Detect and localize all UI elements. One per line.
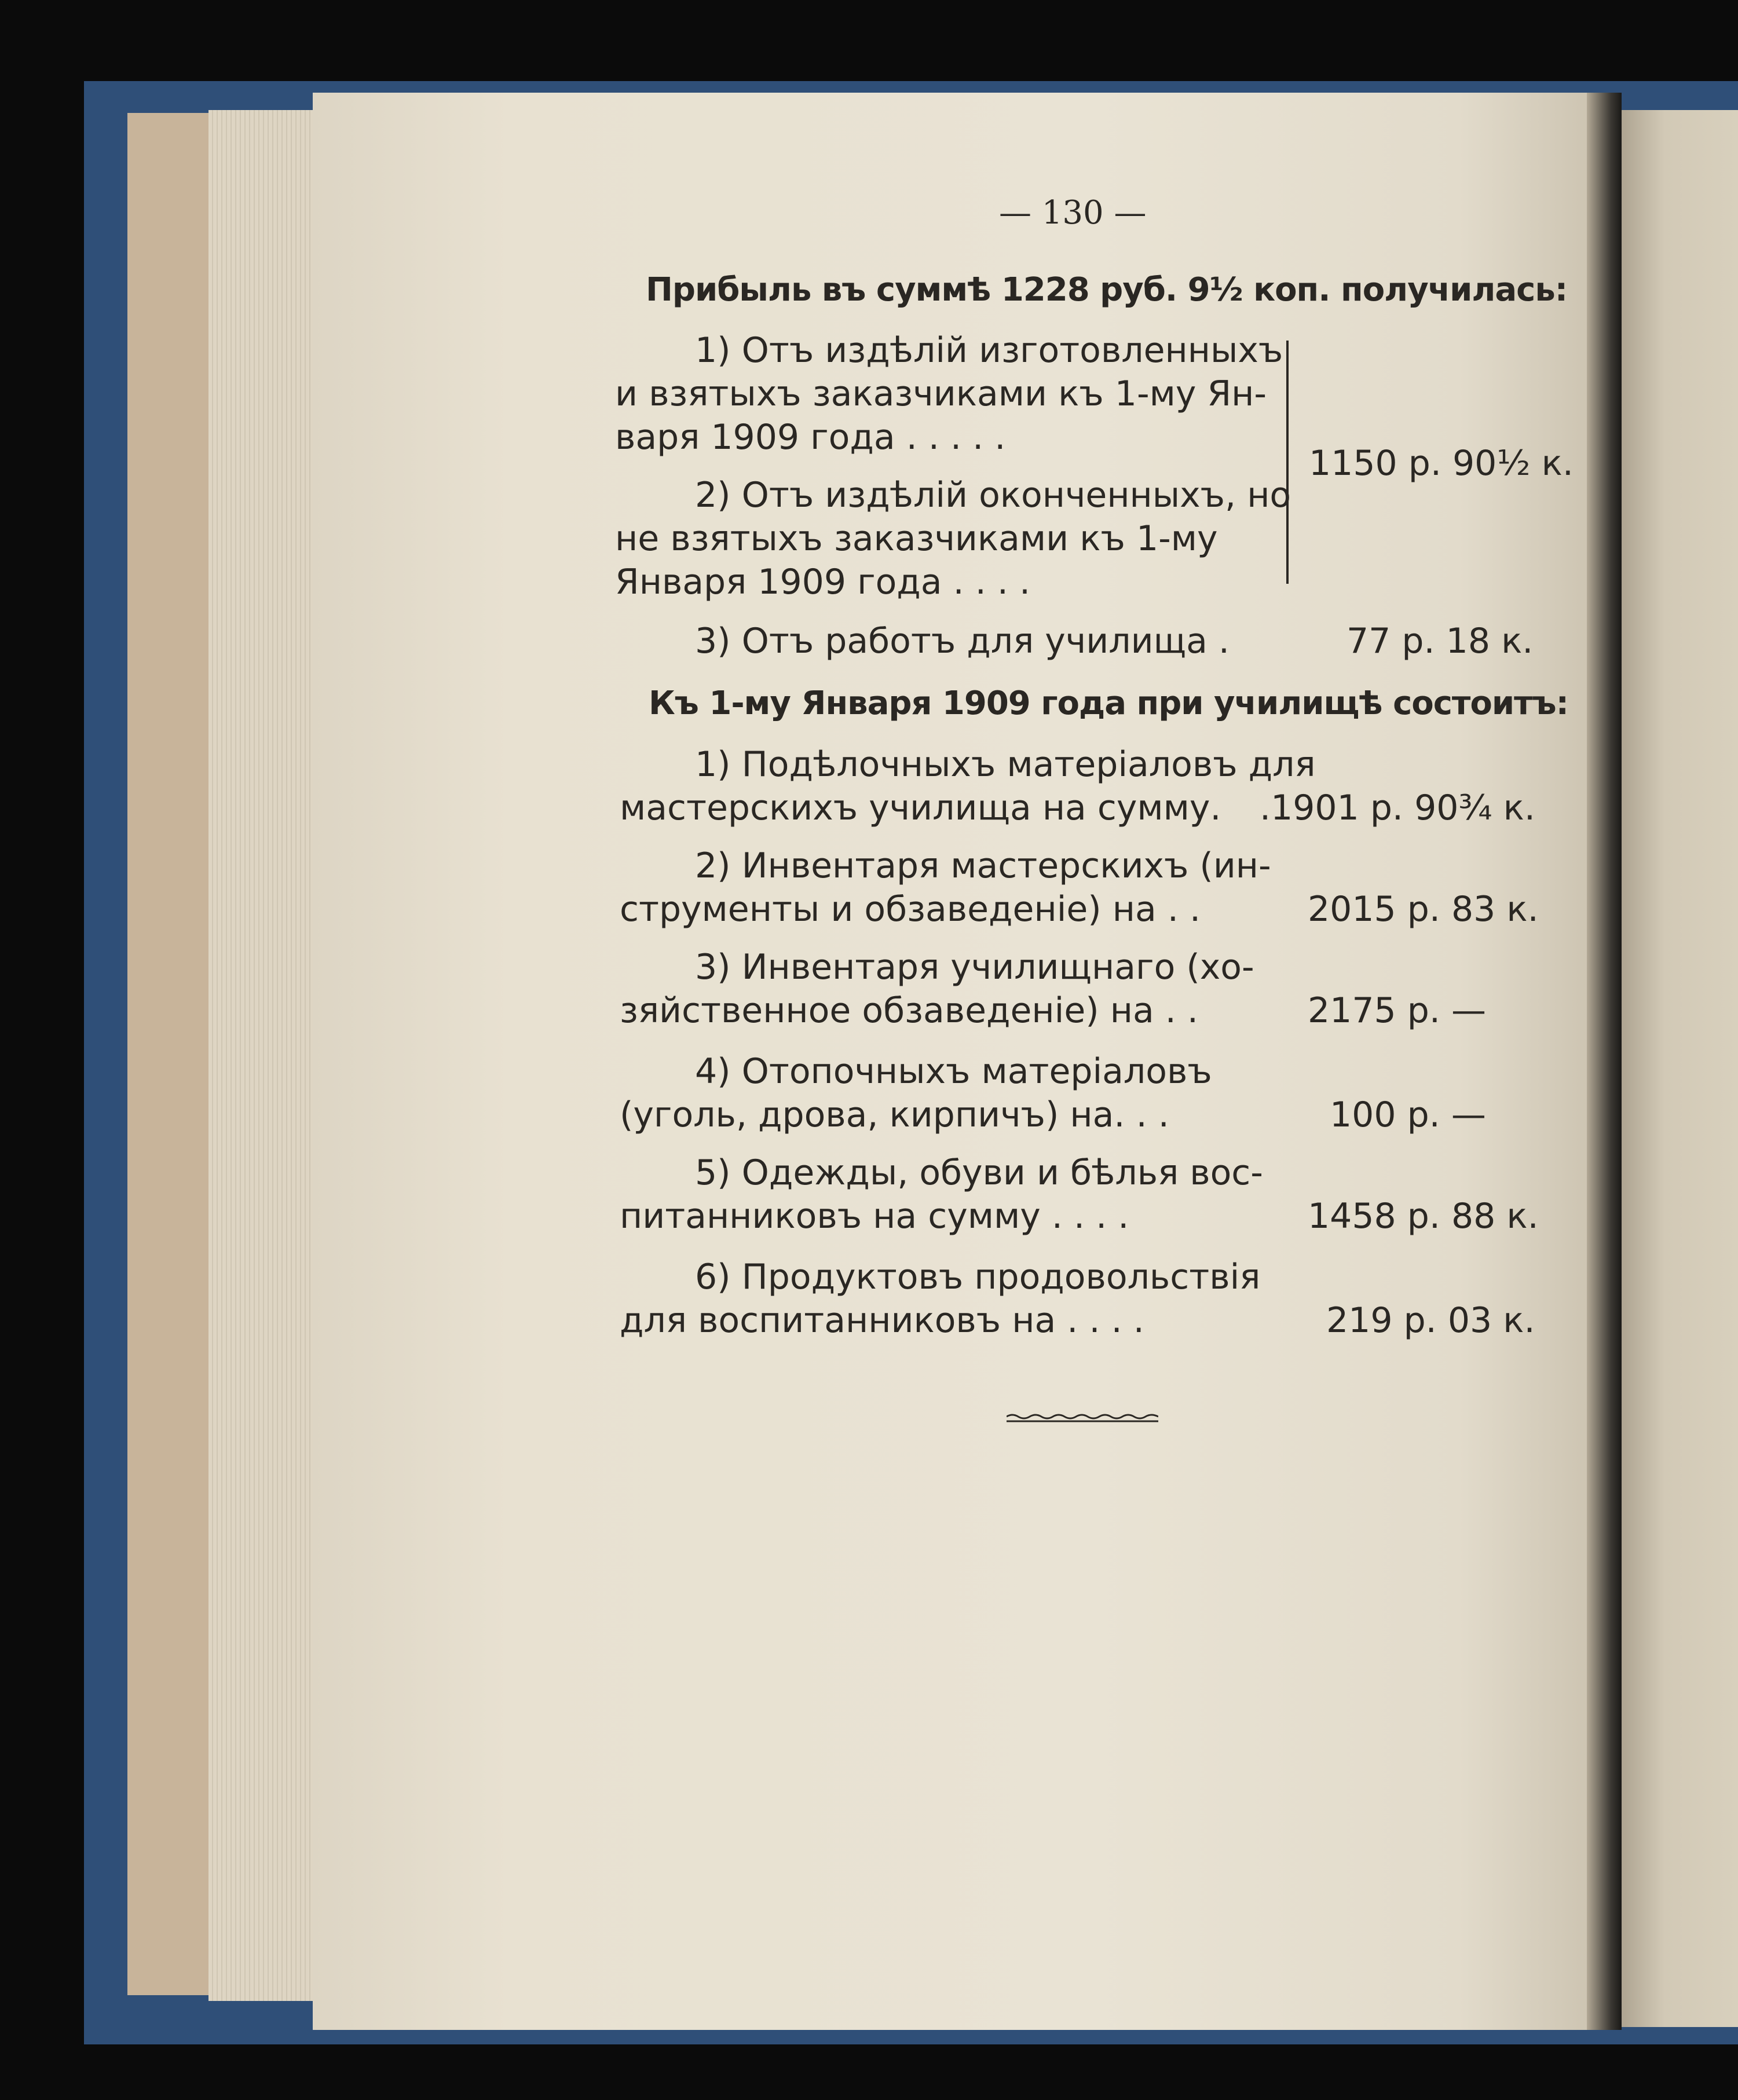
inventory-item-1-amount: .1901 р. 90¾ к. [1260, 788, 1535, 828]
inventory-item-3-line-1: 3) Инвентаря училищнаго (хо- [695, 947, 1254, 987]
brace-bracket [1277, 341, 1289, 584]
inventory-item-2-line-1: 2) Инвентаря мастерскихъ (ин- [695, 846, 1271, 886]
profit-item-3: 3) Отъ работъ для училища . [695, 621, 1230, 661]
inventory-item-2-amount: 2015 р. 83 к. [1308, 889, 1539, 930]
page-number: — 130 — [999, 194, 1147, 232]
inventory-item-1-line-1: 1) Подѣлочныхъ матеріаловъ для [695, 744, 1316, 785]
inventory-item-2-line-2: струменты и обзаведеніе) на . . [620, 889, 1201, 930]
combined-amount: 1150 р. 90½ к. [1309, 443, 1574, 484]
profit-item-2-line-3: Января 1909 года . . . . [615, 562, 1031, 602]
decorative-rule [1007, 1413, 1158, 1424]
inventory-item-6-line-1: 6) Продуктовъ продовольствія [695, 1257, 1261, 1297]
inventory-item-6-line-2: для воспитанниковъ на . . . . [620, 1300, 1144, 1341]
profit-item-1-line-1: 1) Отъ издѣлій изготовленныхъ [695, 330, 1283, 371]
profit-item-2-line-2: не взятыхъ заказчиками къ 1-му [615, 518, 1218, 559]
inventory-item-4-line-1: 4) Отопочныхъ матеріаловъ [695, 1051, 1212, 1092]
inventory-item-5-line-2: питанниковъ на сумму . . . . [620, 1196, 1129, 1236]
section-heading-inventory: Къ 1-му Января 1909 года при училищѣ состоитъ: [649, 685, 1569, 722]
profit-item-3-amount: 77 р. 18 к. [1347, 621, 1534, 661]
inventory-item-6-amount: 219 р. 03 к. [1326, 1300, 1535, 1341]
inventory-item-3-amount: 2175 р. — [1308, 990, 1486, 1031]
inventory-item-5-line-1: 5) Одежды, обуви и бѣлья вос- [695, 1153, 1263, 1193]
inventory-item-4-line-2: (уголь, дрова, кирпичъ) на. . . [620, 1095, 1169, 1135]
book-gutter [1587, 93, 1622, 2030]
inventory-item-4-amount: 100 р. — [1330, 1095, 1486, 1135]
profit-item-2-line-1: 2) Отъ издѣлій оконченныхъ, но [695, 475, 1291, 515]
inventory-item-1-line-2: мастерскихъ училища на сумму. [620, 788, 1221, 828]
profit-item-1-line-2: и взятыхъ заказчиками къ 1-му Ян- [615, 374, 1267, 414]
inventory-item-5-amount: 1458 р. 88 к. [1308, 1196, 1539, 1236]
inventory-item-3-line-2: зяйственное обзаведеніе) на . . [620, 990, 1198, 1031]
section-heading-profit: Прибыль въ суммѣ 1228 руб. 9½ коп. получилась: [646, 271, 1568, 309]
facing-page [1616, 110, 1738, 2027]
profit-item-1-line-3: варя 1909 года . . . . . [615, 417, 1006, 458]
